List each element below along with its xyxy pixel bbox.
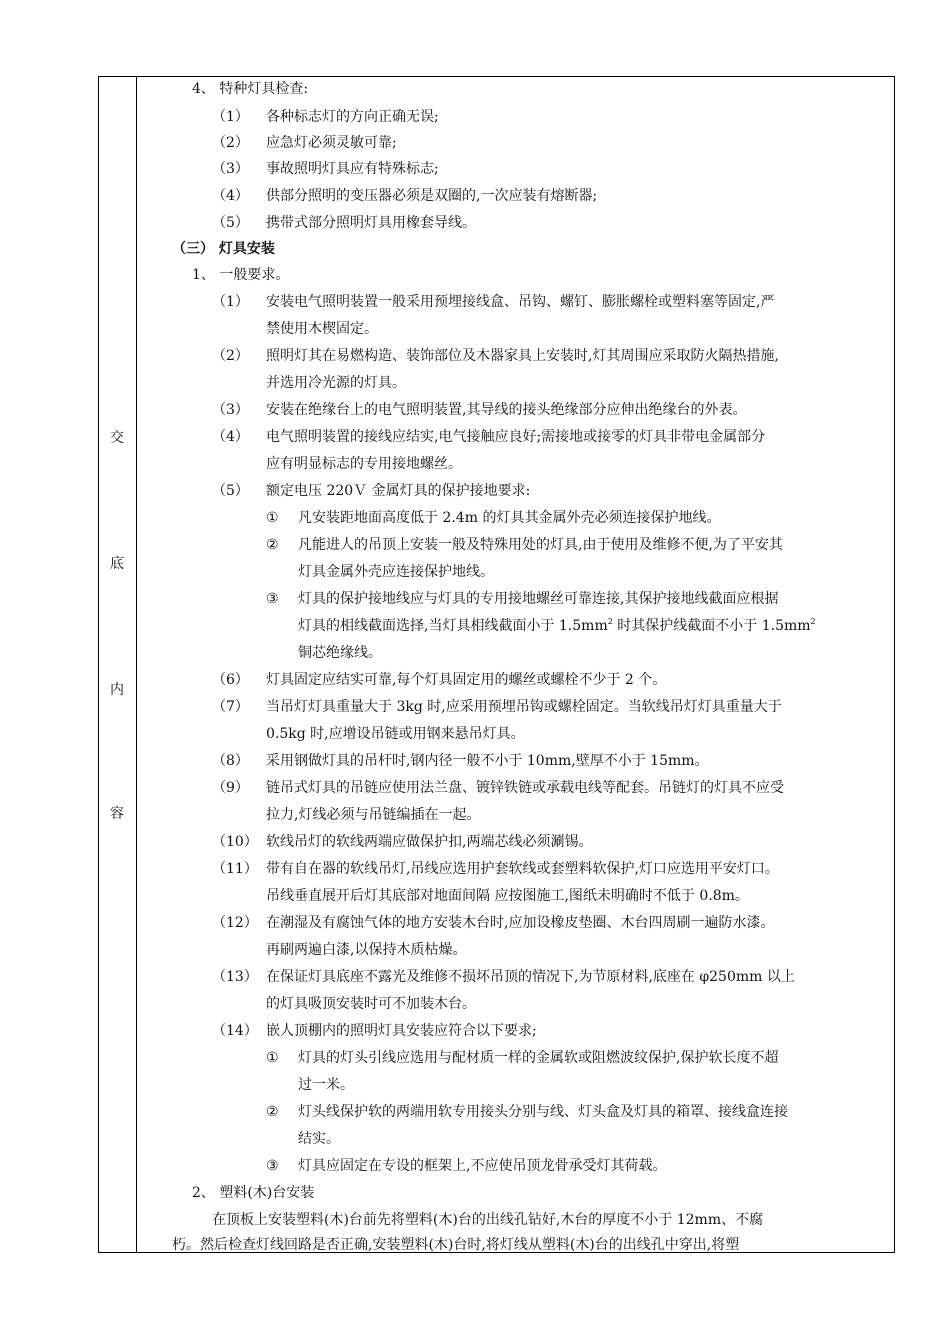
item-text: 在潮湿及有腐蚀气体的地方安装木台时,应加设橡皮垫圈、木台四周刷一遍防水漆。 — [266, 915, 775, 931]
item-text: 采用钢做灯具的吊杆时,钢内径一般不小于 10mm,壁厚不小于 15mm。 — [266, 753, 709, 769]
subitem-number: ③ — [266, 1158, 279, 1174]
item-text: 在保证灯具底座不露光及维修不损坏吊顶的情况下,为节原材料,底座在 φ250mm 以上 — [266, 969, 795, 985]
column-divider — [136, 76, 137, 1253]
item-text: 应急灯必须灵敏可靠; — [266, 135, 397, 151]
section-heading: （三） 灯具安装 — [172, 241, 275, 257]
side-label-char: 内 — [110, 682, 124, 698]
item-text: 电气照明装置的接线应结实,电气接触应良好;需接地或接零的灯具非带电金属部分 — [266, 429, 766, 445]
item-text-cont: 吊线垂直展开后灯其底部对地面间隔 应按图施工,图纸未明确时不低于 0.8m。 — [266, 888, 749, 904]
subitem-text: 灯具应固定在专设的框架上,不应使吊顶龙骨承受灯其荷载。 — [298, 1158, 667, 1174]
item-text: 带有自在器的软线吊灯,吊线应选用护套软线或套塑料软保护,灯口应选用平安灯口。 — [266, 861, 779, 877]
subitem-number: ② — [266, 1104, 279, 1120]
subitem-text-cont — [298, 617, 816, 635]
item-number: （12） — [212, 915, 258, 931]
item-number: （2） — [212, 135, 249, 151]
subitem-number: ③ — [266, 591, 279, 607]
item-text-cont: 禁使用木楔固定。 — [266, 321, 378, 337]
subsection-heading: 1、 一般要求。 — [192, 267, 290, 283]
item-number: （4） — [212, 429, 249, 445]
item-text: 额定电压 220Ｖ 金属灯具的保护接地要求: — [266, 483, 531, 499]
paragraph-text: 在顶板上安装塑料(木)台前先将塑料(木)台的出线孔钻好,木台的厚度不小于 12mm、不腐 — [212, 1212, 764, 1228]
item-number: （14） — [212, 1023, 258, 1039]
item-number: （1） — [212, 109, 249, 125]
item-number: （5） — [212, 215, 249, 231]
item-text-cont: 应有明显标志的专用接地螺丝。 — [266, 456, 462, 472]
subitem-text: 凡能进人的吊顶上安装一般及特殊用处的灯具,由于使用及维修不便,为了平安其 — [298, 537, 783, 553]
item-number: （10） — [212, 834, 258, 850]
superscript: 2 — [810, 617, 816, 626]
item-text: 灯具固定应结实可靠,每个灯具固定用的螺丝或螺栓不少于 2 个。 — [266, 672, 667, 688]
item-text-cont: 并选用冷光源的灯具。 — [266, 375, 406, 391]
item-number: （2） — [212, 348, 249, 364]
subsection-heading: 2、 塑料(木)台安装 — [192, 1185, 315, 1201]
item-number: （7） — [212, 699, 249, 715]
item-text: 携带式部分照明灯具用橡套导线。 — [266, 215, 476, 231]
side-label-char: 交 — [110, 430, 124, 446]
item-text: 安装电气照明装置一般采用预埋接线盒、吊钩、螺钉、膨胀螺栓或塑料塞等固定,严 — [266, 294, 775, 310]
item-number: （11） — [212, 861, 258, 877]
item-number: （1） — [212, 294, 249, 310]
item-number: （5） — [212, 483, 249, 499]
item-number: （8） — [212, 753, 249, 769]
item-number: （3） — [212, 161, 249, 177]
item-text-cont: 拉力,灯线必须与吊链编插在一起。 — [266, 807, 481, 823]
superscript: 2 — [607, 617, 613, 626]
subitem-text-cont: 灯具金属外壳应连接保护地线。 — [298, 564, 494, 580]
subitem-text: 灯具的灯头引线应选用与配材质一样的金属软或阻燃波纹保护,保护软长度不超 — [298, 1050, 779, 1066]
item-number: （13） — [212, 969, 258, 985]
subitem-number: ② — [266, 537, 279, 553]
subitem-number: ① — [266, 1050, 279, 1066]
item-text-cont: 再刷两遍白漆,以保持木质枯燥。 — [266, 942, 467, 958]
side-label-char: 底 — [110, 556, 124, 572]
section-heading: 4、 特种灯具检查: — [192, 81, 309, 97]
paragraph-text: 朽。然后检查灯线回路是否正确,安装塑料(木)台时,将灯线从塑料(木)台的出线孔中穿出,将塑 — [172, 1237, 740, 1253]
item-text: 当吊灯灯具重量大于 3kg 时,应采用预埋吊钩或螺栓固定。当软线吊灯灯具重量大于 — [266, 699, 782, 715]
item-text: 嵌人顶棚内的照明灯具安装应符合以下要求; — [266, 1023, 537, 1039]
item-number: （6） — [212, 672, 249, 688]
item-number: （4） — [212, 188, 249, 204]
subitem-text-cont: 铜芯绝缘线。 — [298, 645, 382, 661]
subitem-text: 灯具的保护接地线应与灯具的专用接地螺丝可靠连接,其保护接地线截面应根据 — [298, 591, 779, 607]
item-number: （9） — [212, 780, 249, 796]
subitem-text-cont: 过一米。 — [298, 1077, 354, 1093]
item-number: （3） — [212, 402, 249, 418]
text-segment: 时其保护线截面不小于 1.5mm — [612, 618, 811, 634]
subitem-text: 灯头线保护软的两端用软专用接头分别与线、灯头盒及灯具的箱罩、接线盒连接 — [298, 1104, 788, 1120]
item-text: 供部分照明的变压器必须是双圈的,一次应装有熔断器; — [266, 188, 598, 204]
item-text: 链吊式灯具的吊链应使用法兰盘、镀锌铁链或承载电线等配套。吊链灯的灯具不应受 — [266, 780, 784, 796]
item-text-cont: 的灯具吸顶安装时可不加装木台。 — [266, 996, 476, 1012]
item-text: 软线吊灯的软线两端应做保护扣,两端芯线必须涮锡。 — [266, 834, 593, 850]
item-text-cont: 0.5kg 时,应增设吊链或用钢来悬吊灯具。 — [266, 726, 525, 742]
side-label-char: 容 — [110, 806, 124, 822]
subitem-text-cont: 结实。 — [298, 1131, 340, 1147]
subitem-text: 凡安装距地面高度低于 2.4m 的灯具其金属外壳必须连接保护地线。 — [298, 510, 721, 526]
item-text: 安装在绝缘台上的电气照明装置,其导线的接头绝缘部分应伸出绝缘台的外表。 — [266, 402, 747, 418]
item-text: 照明灯其在易燃构造、装饰部位及木器家具上安装时,灯其周围应采取防火隔热措施, — [266, 348, 779, 364]
subitem-number: ① — [266, 510, 279, 526]
item-text: 各种标志灯的方向正确无误; — [266, 109, 439, 125]
text-segment: 灯具的相线截面选择,当灯具相线截面小于 1.5mm — [298, 618, 608, 634]
item-text: 事故照明灯具应有特殊标志; — [266, 161, 439, 177]
